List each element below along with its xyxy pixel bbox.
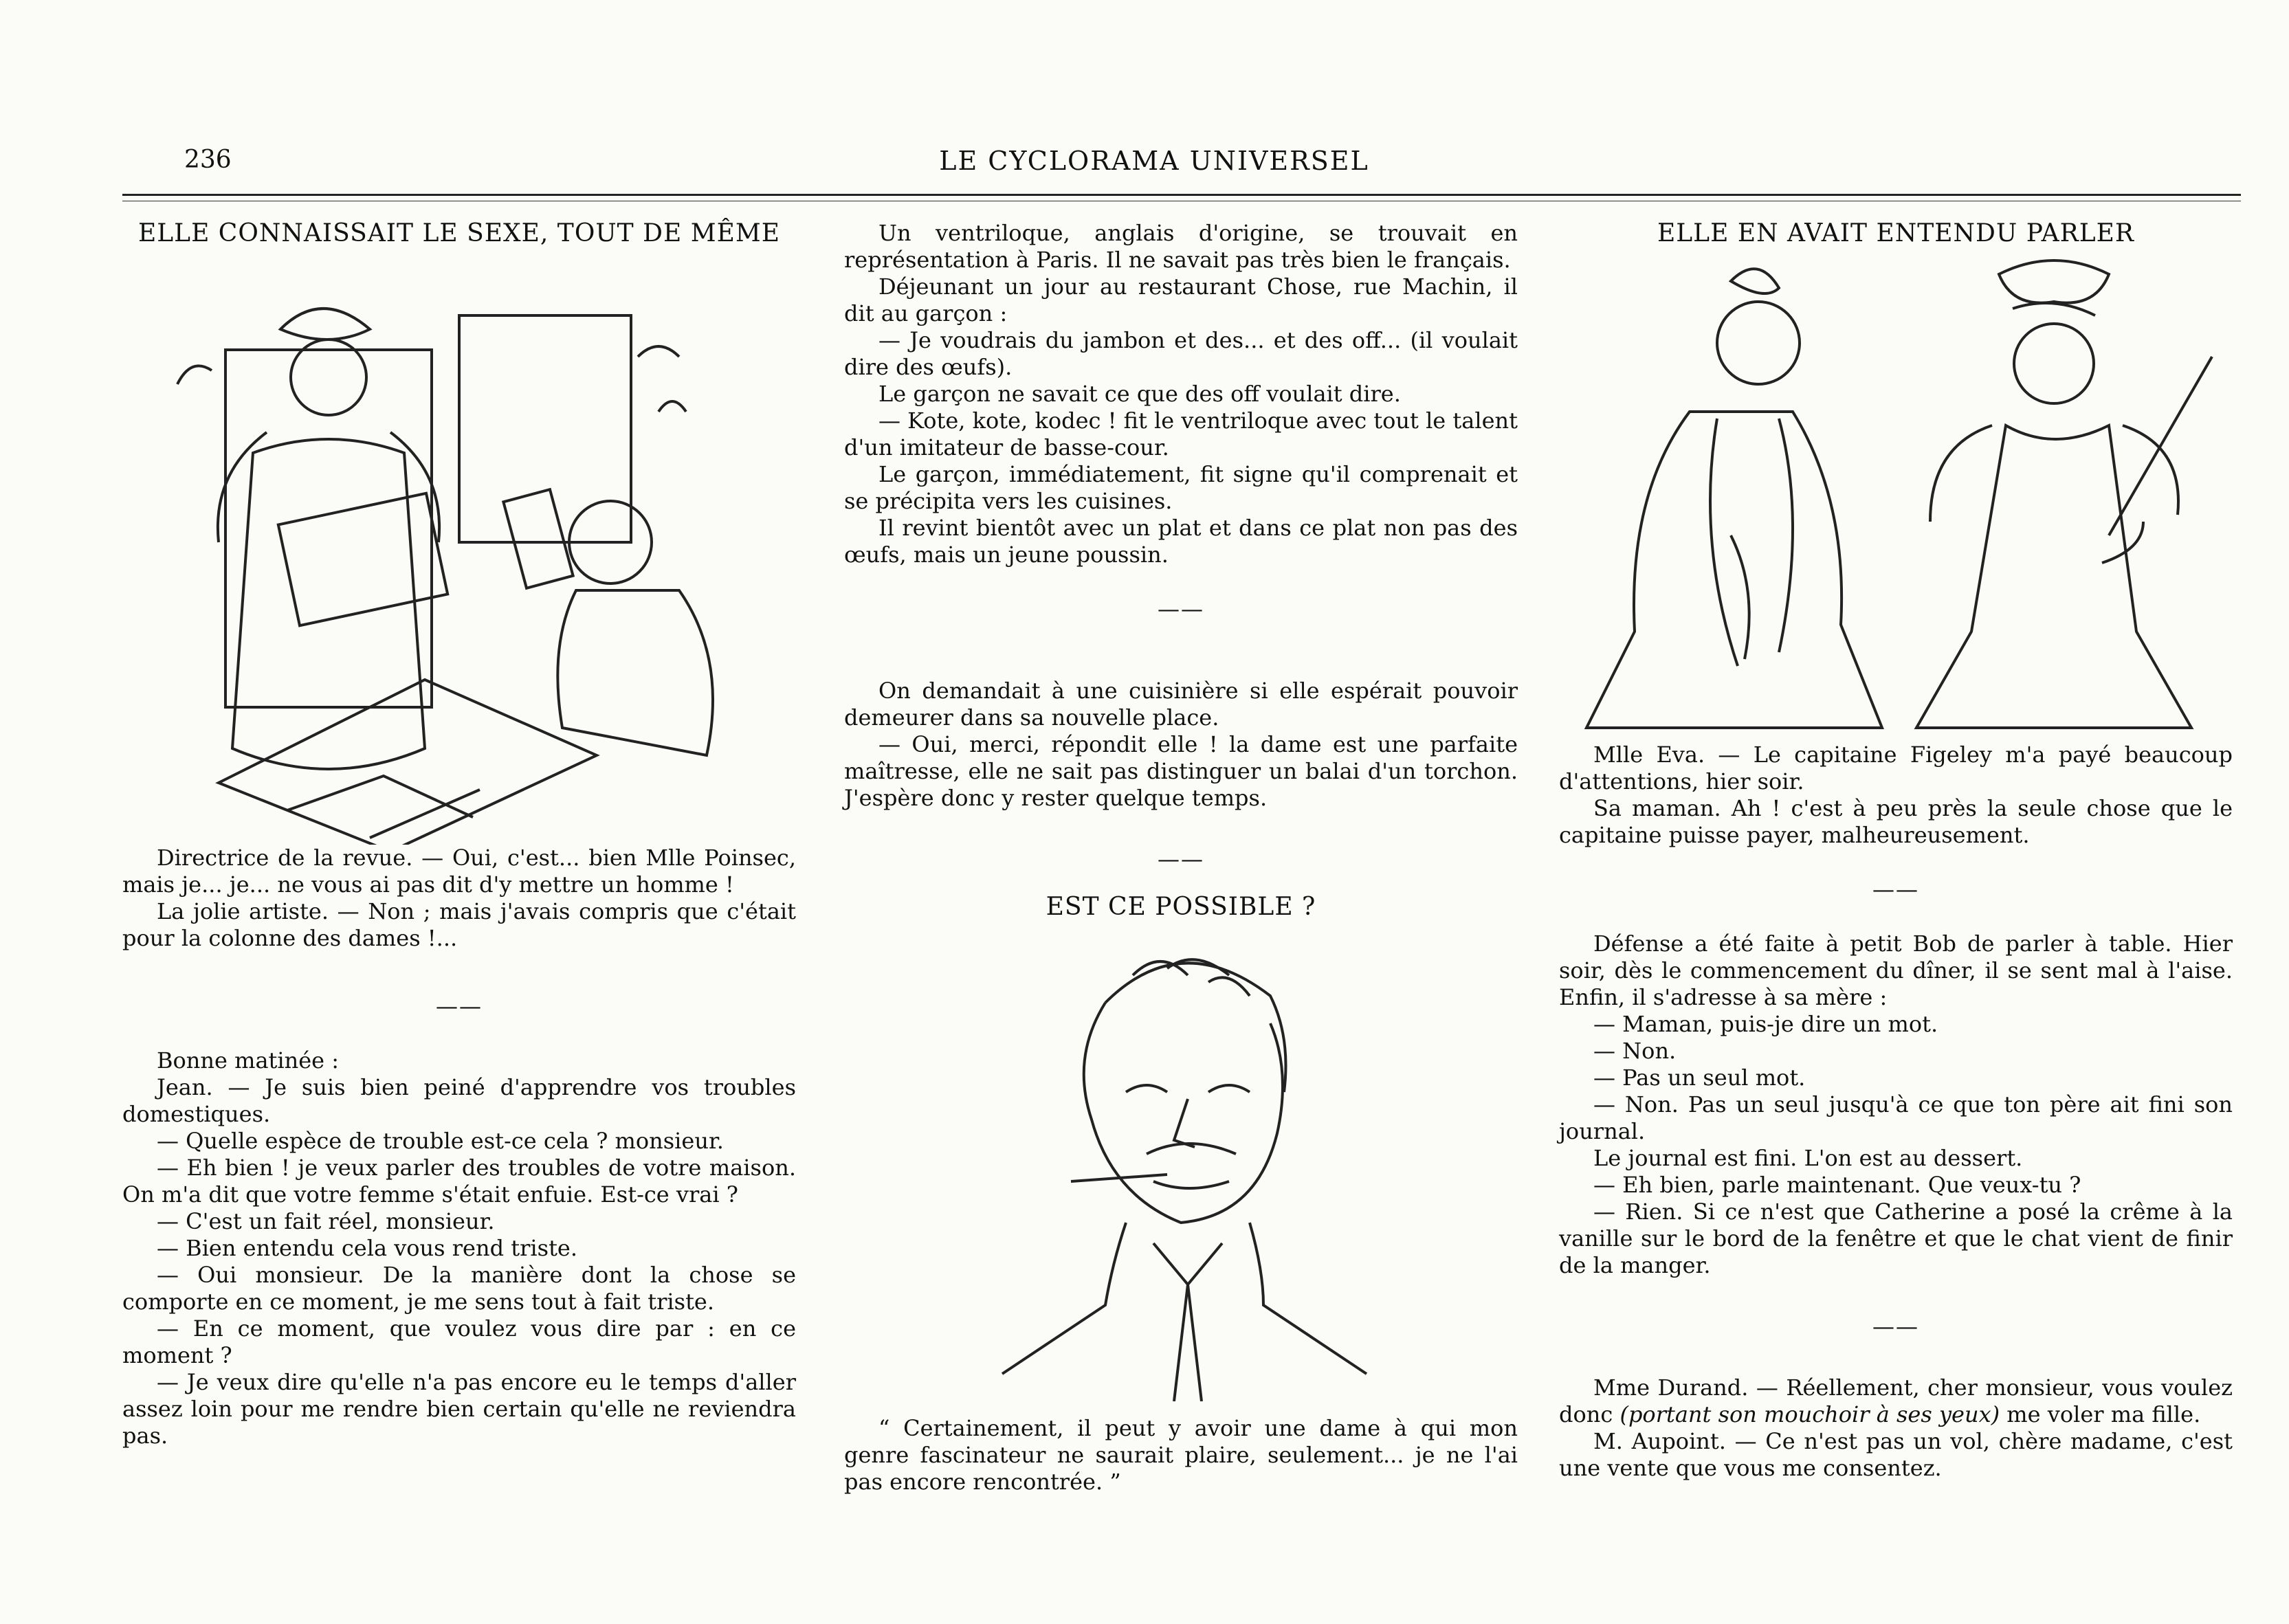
quote-text: “ Certainement, il peut y avoir une dame à qui mon genre fascinateur ne saurait plaire, seulement... je ne l'ai pas encore rencontrée. ” [844, 1415, 1518, 1495]
story-line: — Pas un seul mot. [1593, 1065, 1806, 1091]
caption-line: La jolie artiste. — Non ; mais j'avais compris que c'était pour la colonne des dames !... [122, 898, 796, 951]
journal-title: LE CYCLORAMA UNIVERSEL [939, 146, 1369, 176]
story-line: — Maman, puis-je dire un mot. [1593, 1011, 1938, 1037]
article-heading: EST CE POSSIBLE ? [1046, 893, 1316, 921]
illustration-man-with-cigarette [988, 920, 1373, 1401]
story-line: — Non. [1593, 1038, 1677, 1064]
page-number: 236 [184, 146, 232, 174]
illustration-two-ladies [1573, 247, 2219, 742]
caption-line: Sa maman. Ah ! c'est à peu près la seule chose que le capitaine puisse payer, malheureusement. [1559, 795, 2233, 848]
story-line: Déjeunant un jour au restaurant Chose, rue Machin, il dit au garçon : [844, 274, 1518, 326]
column-left [122, 220, 796, 1449]
story-line: Le garçon, immédiatement, fit signe qu'il comprenait et se précipita vers les cuisines. [844, 461, 1518, 514]
separator: —— [1872, 876, 1919, 902]
story-line: M. Aupoint. — Ce n'est pas un vol, chère madame, c'est une vente que vous me consentez. [1559, 1428, 2233, 1481]
story-line: — Rien. Si ce n'est que Catherine a posé la crême à la vanille sur le bord de la fenêtre et que le chat vient de finir de la manger. [1559, 1199, 2233, 1278]
story-line: On demandait à une cuisinière si elle espérait pouvoir demeurer dans sa nouvelle place. [844, 678, 1518, 731]
stage-direction: (portant son mouchoir à ses yeux) [1619, 1401, 2000, 1427]
caption-line: Mlle Eva. — Le capitaine Figeley m'a payé beaucoup d'attentions, hier soir. [1559, 742, 2233, 794]
story-line: — Non. Pas un seul jusqu'à ce que ton père ait fini son journal. [1559, 1091, 2233, 1144]
illustration-caption [844, 1415, 1518, 1495]
story-text: Mme Durand. — Réellement, cher monsieur, vous voulez donc [1559, 1375, 2233, 1427]
story-line: Un ventriloque, anglais d'origine, se trouvait en représentation à Paris. Il ne savait pas très bien le français. [844, 220, 1518, 273]
story-line: — Oui, merci, répondit elle ! la dame est une parfaite maîtresse, elle ne sait pas distinguer un balai d'un torchon. J'espère donc y rester quelque temps. [844, 731, 1518, 811]
page-header [122, 146, 2186, 187]
header-rule [122, 194, 2241, 196]
article-heading: ELLE EN AVAIT ENTENDU PARLER [1657, 219, 2134, 247]
story-line: Le garçon ne savait ce que des off voulait dire. [878, 381, 1401, 407]
story-line: Le journal est fini. L'on est au dessert. [1593, 1145, 2023, 1171]
separator: —— [1158, 596, 1204, 622]
story-line: — Je voudrais du jambon et des... et des off... (il voulait dire des œufs). [844, 327, 1518, 380]
story-line: — Bien entendu cela vous rend triste. [157, 1235, 578, 1261]
story-line: — Je veux dire qu'elle n'a pas encore eu le temps d'aller assez loin pour me rendre bien certain qu'elle ne reviendra pas. [122, 1369, 796, 1449]
story-line: — En ce moment, que voulez vous dire par : en ce moment ? [122, 1315, 796, 1368]
column-middle [844, 220, 1518, 1495]
column-right [1559, 220, 2233, 1482]
article-heading: ELLE CONNAISSAIT LE SEXE, TOUT DE MÊME [137, 219, 780, 247]
story-line: Défense a été faite à petit Bob de parler à table. Hier soir, dès le commencement du dîner, il se sent mal à l'aise. Enfin, il s'adresse à sa mère : [1559, 931, 2233, 1010]
story-line: Il revint bientôt avec un plat et dans ce plat non pas des œufs, mais un jeune poussin. [844, 515, 1518, 568]
story-line: — Eh bien, parle maintenant. Que veux-tu ? [1593, 1172, 2081, 1198]
story-line: — Oui monsieur. De la manière dont la chose se comporte en ce moment, je me sens tout à fait triste. [122, 1262, 796, 1315]
separator: —— [1158, 846, 1204, 872]
separator: —— [1872, 1313, 1919, 1339]
caption-line: Directrice de la revue. — Oui, c'est... bien Mlle Poinsec, mais je... je... ne vous ai pas dit d'y mettre un homme ! [122, 845, 796, 898]
illustration-editor-and-artist [164, 247, 755, 845]
story-line [1559, 1375, 2233, 1428]
story-text: me voler ma fille. [2000, 1401, 2201, 1427]
separator: —— [436, 993, 483, 1019]
story-line: — Quelle espèce de trouble est-ce cela ? monsieur. [157, 1128, 724, 1154]
story-line: — Kote, kote, kodec ! fit le ventriloque avec tout le talent d'un imitateur de basse-cour. [844, 408, 1518, 460]
story-line: Jean. — Je suis bien peiné d'apprendre vos troubles domestiques. [122, 1074, 796, 1127]
story-line: Bonne matinée : [157, 1047, 340, 1074]
story-line: — C'est un fait réel, monsieur. [157, 1208, 495, 1234]
story-line: — Eh bien ! je veux parler des troubles de votre maison. On m'a dit que votre femme s'était enfuie. Est-ce vrai ? [122, 1155, 796, 1208]
